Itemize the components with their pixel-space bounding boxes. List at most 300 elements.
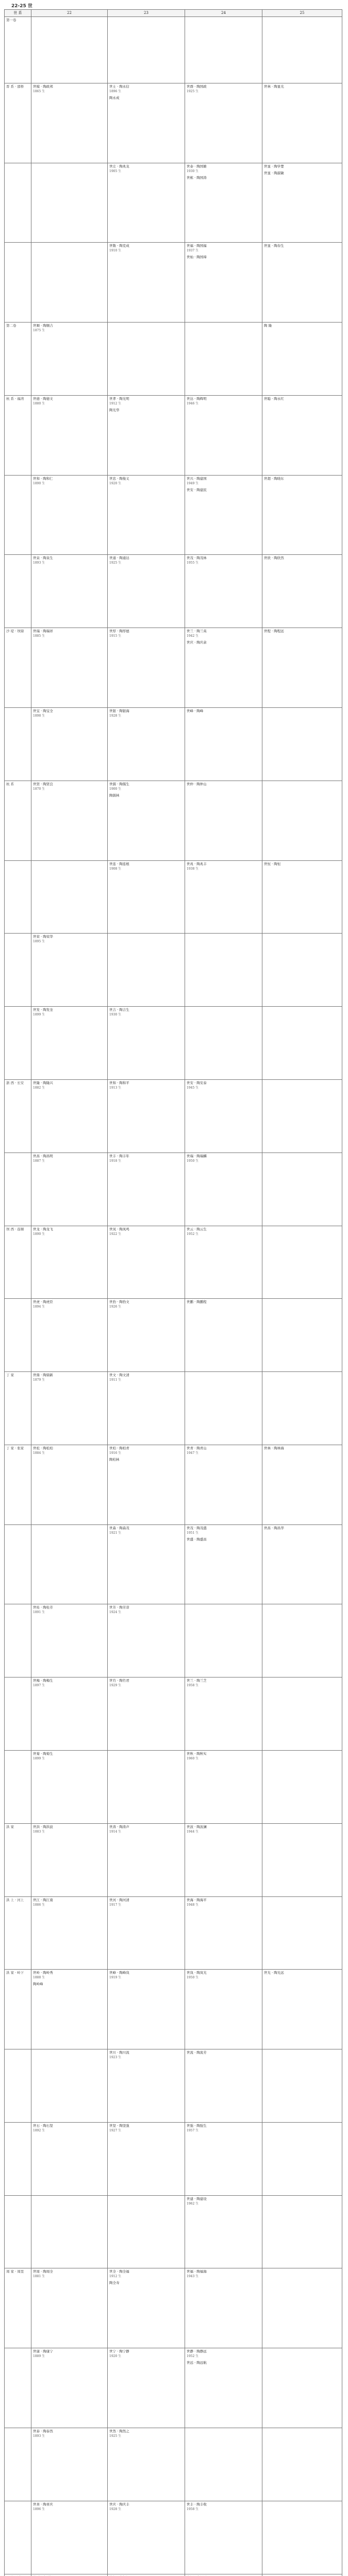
person-name: 世竹 · 陶竹君 (109, 1679, 129, 1683)
person-note: 1908 生 (109, 867, 122, 871)
person-note: 1895 生 (33, 940, 45, 944)
person-entry (109, 709, 183, 718)
generation-cell (108, 2122, 185, 2195)
person-entry (264, 171, 340, 176)
branch-label: 晋 系 · 邵桥 (5, 83, 31, 163)
person-entry (109, 793, 183, 798)
branch-label: 杭 系 · 福湾 (5, 395, 31, 475)
table-row (5, 2501, 342, 2574)
person-note: 1920 生 (109, 2354, 122, 2359)
branch-label (5, 860, 31, 934)
person-name: 世岚 · 陶岚光 (187, 1971, 207, 1975)
generation-cell (31, 555, 108, 628)
person-note: 1910 生 (109, 249, 122, 253)
generation-cell (108, 1604, 185, 1677)
person-name: 世海 · 陶海平 (187, 1897, 207, 1902)
person-entry (187, 477, 260, 486)
person-entry (187, 2269, 260, 2279)
person-entry (187, 2050, 260, 2055)
person-entry (187, 2349, 260, 2359)
generation-cell (31, 1445, 108, 1524)
person-note: 1928 生 (109, 714, 122, 718)
person-name: 世兆 · 陶兆丰 (187, 861, 207, 866)
person-note: 1917 生 (109, 1903, 122, 1907)
table-row (5, 1299, 342, 1372)
person-note: 1919 生 (109, 1976, 122, 1980)
generation-cell (185, 2574, 262, 2576)
table-row (5, 781, 342, 860)
person-name: 世岭 · 陶岭秀 (33, 1971, 53, 1975)
generation-cell (31, 2428, 108, 2501)
person-entry (33, 629, 106, 638)
table-row (5, 2122, 342, 2195)
generation-cell (31, 2195, 108, 2268)
person-entry (187, 2124, 260, 2133)
table-row (5, 1445, 342, 1524)
table-row (5, 1153, 342, 1226)
branch-label (5, 2049, 31, 2123)
generation-cell (31, 2122, 108, 2195)
person-entry (264, 862, 340, 867)
person-name: 世隆 · 陶隆兴 (33, 1080, 53, 1085)
generation-cell (185, 83, 262, 163)
person-entry (109, 2050, 183, 2060)
person-entry (33, 1898, 106, 1907)
person-note: 1890 生 (33, 1232, 45, 1236)
generation-cell (185, 1226, 262, 1299)
person-note: 1930 生 (109, 1013, 122, 1017)
generation-cell (108, 1007, 185, 1080)
branch-label (5, 475, 31, 555)
person-name: 世桂 · 陶桂芳 (33, 1605, 53, 1610)
table-row (5, 708, 342, 781)
person-entry (33, 782, 106, 791)
header-row (5, 10, 342, 17)
person-name: 陶光华 (109, 408, 120, 412)
table-row (5, 934, 342, 1007)
generation-cell (31, 1226, 108, 1299)
page-number: 22-25 世 (11, 4, 32, 9)
person-name: 世昌 · 陶昌华 (264, 1526, 284, 1530)
person-entry (187, 1537, 260, 1542)
person-entry (187, 640, 260, 645)
generation-cell (262, 555, 342, 628)
person-entry (187, 1446, 260, 1455)
person-entry (109, 1526, 183, 1535)
generation-cell (31, 708, 108, 781)
table-row (5, 1007, 342, 1080)
person-name: 世通 · 陶通达 (109, 556, 129, 561)
person-name: 世兰 · 陶兰英 (187, 629, 207, 634)
header-gen-24: 24 (185, 10, 262, 17)
person-entry (264, 244, 340, 248)
generation-cell (108, 1750, 185, 1823)
person-entry (187, 709, 260, 714)
generation-cell (185, 2428, 262, 2501)
person-note: 1924 生 (109, 1611, 122, 1615)
person-name: 世德 · 陶德文 (33, 396, 53, 401)
person-name: 世瑞 · 陶瑞麟 (187, 1154, 207, 1158)
person-name: 世超 · 陶晓东 (264, 476, 284, 481)
person-name: 世鹏 · 陶鹏程 (187, 1300, 207, 1304)
person-entry (264, 1446, 340, 1451)
person-name: 世凤 · 陶凤鸣 (109, 1227, 129, 1231)
person-entry (109, 556, 183, 565)
generation-cell (108, 1677, 185, 1751)
person-note: 1896 生 (33, 2507, 45, 2511)
generation-cell (31, 1604, 108, 1677)
person-name: 世峰 · 陶峰岚 (109, 1971, 129, 1975)
generation-cell (185, 934, 262, 1007)
generation-cell (262, 2574, 342, 2576)
person-entry (187, 84, 260, 94)
generation-cell (185, 1970, 262, 2049)
person-entry (33, 1752, 106, 1761)
person-name: 世顺 · 陶顺吉 (33, 324, 53, 328)
person-name: 世群 · 陶国政 (187, 84, 207, 89)
person-note: 1928 生 (109, 2507, 122, 2511)
person-name: 世波 · 陶波澜 (187, 1824, 207, 1829)
branch-label (5, 2428, 31, 2501)
person-note: 1929 生 (109, 1684, 122, 1688)
person-note: 1891 生 (33, 1611, 45, 1615)
person-entry (187, 164, 260, 174)
branch-label: 洪 家 (5, 1823, 31, 1896)
generation-cell (262, 860, 342, 934)
person-note: 1875 生 (33, 329, 45, 333)
person-note: 1899 生 (33, 1013, 45, 1017)
person-name: 世聪 · 陶永红 (264, 396, 284, 401)
generation-cell (31, 1970, 108, 2049)
generation-cell (108, 781, 185, 860)
generation-cell (108, 1299, 185, 1372)
generation-cell (262, 163, 342, 243)
generation-cell (31, 1007, 108, 1080)
person-note: 1898 生 (33, 714, 45, 718)
branch-label (5, 1750, 31, 1823)
generation-cell (31, 860, 108, 934)
generation-cell (262, 1524, 342, 1604)
person-name: 世林 · 陶显光 (264, 84, 284, 89)
generation-cell (108, 395, 185, 475)
generation-cell (108, 628, 185, 708)
person-name: 世龙 · 陶龙飞 (33, 1227, 53, 1231)
generation-cell (31, 2501, 108, 2574)
person-note: 1892 生 (33, 2128, 45, 2132)
branch-label (5, 2195, 31, 2268)
generation-cell (262, 83, 342, 163)
header-gen-25: 25 (262, 10, 342, 17)
generation-cell (262, 1970, 342, 2049)
branch-label: 第二卷 (5, 323, 31, 396)
person-name: 世仲 · 陶仲山 (187, 782, 207, 786)
generation-cell (262, 628, 342, 708)
person-name: 世贤 · 陶贤良 (33, 782, 53, 786)
generation-cell (262, 2049, 342, 2123)
person-entry (33, 1982, 106, 1987)
generation-cell (262, 1445, 342, 1524)
person-name: 世显 · 陶春生 (264, 244, 284, 248)
table-row (5, 243, 342, 323)
branch-label (5, 1153, 31, 1226)
person-note: 1950 生 (187, 1159, 199, 1163)
branch-label (5, 2501, 31, 2574)
table-row (5, 1823, 342, 1896)
person-note: 1865 生 (33, 89, 45, 93)
generation-cell (185, 708, 262, 781)
table-row (5, 1079, 342, 1153)
person-entry (33, 1446, 106, 1455)
person-entry (33, 477, 106, 486)
generation-cell (108, 1153, 185, 1226)
person-note: 1883 生 (33, 1829, 45, 1834)
generation-cell (108, 860, 185, 934)
branch-label: 沙 堤 · 坝鼎 (5, 628, 31, 708)
person-entry (109, 1971, 183, 1980)
table-row (5, 395, 342, 475)
generation-cell (108, 1970, 185, 2049)
generation-cell (185, 2122, 262, 2195)
person-name: 世坚 · 陶坚强 (109, 2123, 129, 2128)
person-note: 1922 生 (109, 1232, 122, 1236)
person-note: 1900 生 (109, 787, 122, 791)
person-note: 1942 生 (187, 634, 199, 638)
person-name: 世梅 · 陶梅生 (33, 1679, 53, 1683)
person-entry (109, 1825, 183, 1834)
person-entry (187, 255, 260, 260)
generation-cell (108, 83, 185, 163)
generation-cell (108, 1226, 185, 1299)
person-entry (33, 397, 106, 406)
person-name: 世鼎 · 陶鼎新 (33, 1373, 53, 1378)
generation-cell (185, 860, 262, 934)
person-name: 世森 · 陶森茂 (109, 1526, 129, 1530)
person-note: 1949 生 (187, 481, 199, 485)
generation-cell (185, 2195, 262, 2268)
generation-cell (262, 1896, 342, 1970)
generation-cell (31, 934, 108, 1007)
header-gen-23: 23 (108, 10, 185, 17)
branch-label (5, 708, 31, 781)
generation-cell (31, 1153, 108, 1226)
branch-label (5, 555, 31, 628)
person-entry (264, 1971, 340, 1975)
person-name: 世恒 · 陶恒 (264, 861, 281, 866)
person-name: 世豹 · 陶豹文 (109, 1300, 129, 1304)
person-name: 世强 · 陶强生 (187, 2123, 207, 2128)
person-entry (109, 164, 183, 174)
person-note: 1912 生 (109, 401, 122, 405)
person-entry (187, 1971, 260, 1980)
person-note: 1943 生 (187, 2275, 199, 2279)
person-note: 1925 生 (109, 2434, 122, 2438)
generation-cell (31, 395, 108, 475)
person-name: 世儒 · 陶儒生 (109, 782, 129, 786)
person-entry (109, 96, 183, 100)
generation-cell (185, 1153, 262, 1226)
person-entry (33, 2502, 106, 2512)
generation-cell (262, 708, 342, 781)
table-row (5, 1677, 342, 1751)
generation-cell (108, 555, 185, 628)
person-entry (187, 1227, 260, 1236)
person-name: 世达 · 陶辉明 (187, 396, 207, 401)
person-name: 世涛 · 陶涛声 (109, 1824, 129, 1829)
person-name: 世孝 · 陶光明 (109, 396, 129, 401)
person-name: 世泉 · 陶泉生 (33, 556, 53, 561)
person-entry (33, 1971, 106, 1980)
person-name: 世静 · 陶静远 (187, 2349, 207, 2354)
table-row (5, 1226, 342, 1299)
table-row (5, 2268, 342, 2348)
generation-cell (185, 243, 262, 323)
generation-cell (31, 628, 108, 708)
generation-cell (262, 2428, 342, 2501)
person-entry (187, 176, 260, 180)
generation-cell (185, 1750, 262, 1823)
person-entry (109, 2429, 183, 2438)
table-row (5, 323, 342, 396)
branch-label (5, 1677, 31, 1751)
person-name: 世显 · 陶淑敏 (264, 171, 284, 175)
generation-cell (31, 1750, 108, 1823)
person-note: 1938 生 (187, 867, 199, 871)
generation-cell (185, 1079, 262, 1153)
generation-cell (262, 2122, 342, 2195)
generation-cell (108, 708, 185, 781)
person-name: 世河 · 陶河清 (109, 1897, 129, 1902)
person-note: 1923 生 (109, 2056, 122, 2060)
person-entry (264, 477, 340, 481)
person-name: 陶岭峰 (33, 1982, 43, 1987)
generation-cell (31, 2268, 108, 2348)
person-entry (109, 1898, 183, 1907)
generation-cell (31, 1677, 108, 1751)
person-note: 1916 生 (109, 1451, 122, 1455)
person-note: 1926 生 (109, 1305, 122, 1309)
person-note: 1893 生 (33, 2434, 45, 2438)
generation-cell (262, 781, 342, 860)
person-note: 1913 生 (109, 1086, 122, 1090)
person-entry (33, 2269, 106, 2279)
generation-cell (31, 1896, 108, 1970)
person-name: 世茂 · 陶茂林 (187, 556, 207, 561)
person-name: 世丰 · 陶丰收 (187, 2502, 207, 2506)
generation-cell (262, 1299, 342, 1372)
person-name: 世显 · 陶学楚 (264, 164, 284, 168)
generation-cell (185, 1445, 262, 1524)
table-row (5, 1372, 342, 1445)
person-entry (187, 1898, 260, 1907)
person-entry (109, 2502, 183, 2512)
person-entry (187, 1300, 260, 1304)
person-note: 1912 生 (109, 2275, 122, 2279)
header-gen-22: 22 (31, 10, 108, 17)
person-entry (109, 1154, 183, 1163)
person-entry (33, 935, 106, 944)
table-row (5, 83, 342, 163)
person-entry (264, 324, 340, 328)
person-name: 世峰 · 陶峰 (187, 709, 204, 714)
person-name: 世瑞 · 陶瑞祥 (33, 629, 53, 634)
person-entry (187, 2502, 260, 2512)
person-name: 世全 · 陶全福 (109, 2269, 129, 2274)
person-name: 世银 · 陶银海 (109, 709, 129, 714)
generation-cell (262, 2501, 342, 2574)
person-name: 世虎 · 陶虎臣 (33, 1300, 53, 1304)
person-entry (33, 84, 106, 94)
person-note: 1937 生 (187, 249, 199, 253)
person-note: 1882 生 (33, 1086, 45, 1090)
person-entry (187, 629, 260, 638)
generation-cell (31, 1299, 108, 1372)
person-entry (33, 1227, 106, 1236)
person-name: 世吉 · 陶吉生 (109, 1008, 129, 1012)
generation-cell (185, 1007, 262, 1080)
person-name: 世程 · 陶程远 (264, 629, 284, 634)
person-name: 世喜 · 陶喜庆 (33, 2502, 53, 2506)
person-name: 世福 · 陶福海 (187, 2269, 207, 2274)
generation-cell (185, 1896, 262, 1970)
person-entry (33, 2429, 106, 2438)
person-entry (264, 164, 340, 169)
generation-cell (185, 2268, 262, 2348)
person-entry (33, 1154, 106, 1163)
person-name: 世丰 · 陶丰年 (109, 1154, 129, 1158)
generation-cell (108, 934, 185, 1007)
person-note: 1899 生 (33, 1756, 45, 1760)
person-name: 世林 · 陶林海 (264, 1446, 284, 1450)
person-entry (33, 2124, 106, 2133)
person-note: 1951 生 (187, 1531, 199, 1535)
person-name: 世安 · 陶安泰 (187, 1080, 207, 1085)
generation-cell (31, 1823, 108, 1896)
person-entry (109, 2124, 183, 2133)
generation-cell (108, 2049, 185, 2123)
person-name: 世青 · 陶青山 (187, 1446, 207, 1450)
person-note: 1925 生 (109, 561, 122, 565)
generation-cell (108, 475, 185, 555)
generation-cell (108, 2501, 185, 2574)
generation-cell (262, 323, 342, 396)
generation-cell (185, 1299, 262, 1372)
person-note: 1881 生 (33, 2275, 45, 2279)
person-note: 1894 生 (33, 1305, 45, 1309)
table-row (5, 1524, 342, 1604)
table-row (5, 2428, 342, 2501)
branch-label (5, 1524, 31, 1604)
person-name: 世模 · 陶政邦 (33, 84, 53, 89)
table-row (5, 163, 342, 243)
generation-cell (185, 2049, 262, 2123)
generation-cell (185, 323, 262, 396)
person-entry (187, 1154, 260, 1163)
person-entry (264, 629, 340, 634)
person-name: 世远 · 陶远航 (187, 2361, 207, 2365)
person-name: 世光 · 陶光远 (264, 1971, 284, 1975)
person-note: 1887 生 (33, 1159, 45, 1163)
person-note: 1945 生 (187, 1086, 199, 1090)
person-entry (187, 1752, 260, 1761)
person-name: 世安 · 陶建民 (187, 487, 207, 492)
person-entry (109, 1679, 183, 1688)
person-note: 1893 生 (33, 561, 45, 565)
person-note: 1885 生 (33, 634, 45, 638)
generation-cell (185, 395, 262, 475)
person-note: 1914 生 (109, 1829, 122, 1834)
generation-cell (108, 1372, 185, 1445)
table-row (5, 555, 342, 628)
